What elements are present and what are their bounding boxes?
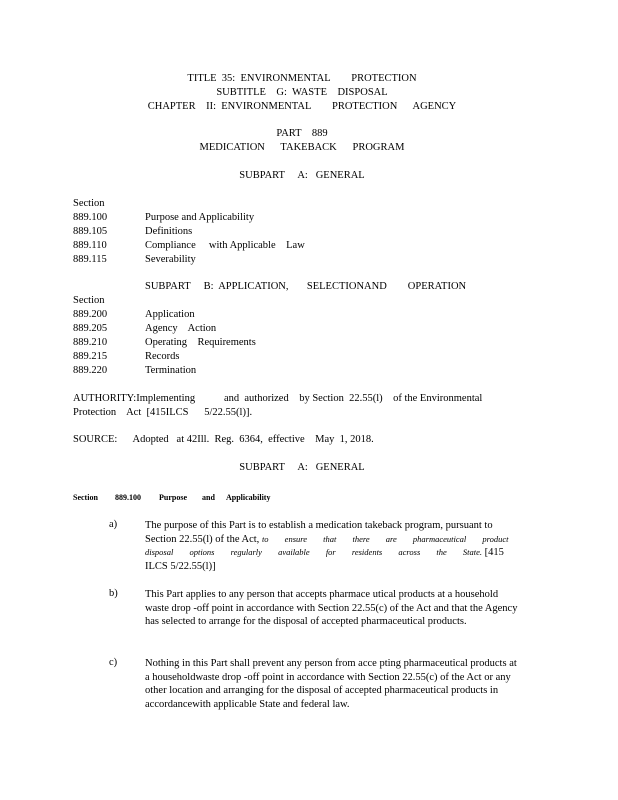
toc-row — [73, 365, 196, 376]
paragraph-a — [145, 519, 523, 573]
toc-row — [73, 323, 216, 334]
citation: [415 ILCS 5/22.55(l)] — [145, 547, 504, 572]
part-number: PART 889 — [276, 128, 328, 139]
toc-row — [73, 309, 195, 320]
toc-section-number: 889.215 — [73, 351, 108, 362]
source-note: SOURCE: Adopted at 42Ill. Reg. 6364, effective May 1, 2018. — [73, 434, 374, 445]
toc-section-number: 889.115 — [73, 254, 107, 265]
toc-row — [73, 337, 256, 348]
paragraph-marker: a) — [109, 519, 118, 530]
toc-section-title: Purpose and Applicability — [145, 212, 255, 223]
subpart-b-heading: SUBPART B: APPLICATION, SELECTIONAND OPERATION — [145, 281, 467, 292]
section-title-connector: and — [202, 493, 215, 502]
paragraph-marker: b) — [109, 588, 118, 599]
title-line: TITLE 35: ENVIRONMENTAL PROTECTION — [187, 73, 417, 84]
paragraph-marker: c) — [109, 657, 118, 668]
toc-section-number: 889.205 — [73, 323, 108, 334]
chapter-line: CHAPTER II: ENVIRONMENTAL PROTECTION AGENCY — [147, 101, 457, 112]
authority-line-2: Protection Act [415ILCS 5/22.55(l)]. — [73, 407, 253, 418]
paragraph-text: The purpose of this Part is to establish a medication takeback program, pursuant to Section 22.55(l) of the Act, — [145, 520, 493, 545]
toc-row — [73, 254, 196, 265]
paragraph-c: Nothing in this Part shall prevent any person from acce pting pharmaceutical products at a householdwaste drop -off point in accordance with Section 22.55(c) of the Act or any other location and arranging for the disposal of accepted pharmaceutical products in accordancewith applicable State and federal law. — [145, 658, 517, 710]
toc-section-title: Compliance with Applicable Law — [145, 240, 305, 251]
statutory-quote: to ensure that there are pharmaceutical product disposal options regularly available for residents across the State. — [145, 533, 509, 558]
toc-section-number: 889.200 — [73, 309, 108, 320]
toc-section-number: 889.220 — [73, 365, 108, 376]
subtitle-line: SUBTITLE G: WASTE DISPOSAL — [216, 87, 388, 98]
toc-section-title: Operating Requirements — [145, 337, 256, 348]
section-title-word: Applicability — [226, 493, 271, 502]
part-name: MEDICATION TAKEBACK PROGRAM — [199, 142, 405, 153]
toc-section-number: 889.110 — [73, 240, 107, 251]
section-number: 889.100 — [115, 493, 141, 502]
toc-a-section-label: Section — [73, 198, 105, 209]
toc-section-title: Definitions — [145, 226, 193, 237]
authority-line-1: AUTHORITY:Implementing and authorized by Section 22.55(l) of the Environmental — [73, 393, 483, 404]
toc-section-number: 889.100 — [73, 212, 108, 223]
toc-row — [73, 351, 179, 362]
toc-row — [73, 212, 254, 223]
toc-section-title: Records — [145, 351, 180, 362]
toc-section-number: 889.210 — [73, 337, 108, 348]
toc-section-title: Severability — [145, 254, 196, 265]
section-heading — [73, 493, 270, 502]
paragraph-b: This Part applies to any person that accepts pharmace utical products at a household waste drop -off point in accordance with Section 22.55(c) of the Act and that the Agency has selected to arrange for the disposal of accepted pharmaceutical products. — [145, 589, 518, 628]
toc-section-title: Application — [145, 309, 195, 320]
toc-row — [73, 226, 192, 237]
toc-section-title: Termination — [145, 365, 197, 376]
subpart-a-heading-repeat: SUBPART A: GENERAL — [239, 462, 365, 473]
toc-section-number: 889.105 — [73, 226, 108, 237]
subpart-a-heading: SUBPART A: GENERAL — [239, 170, 365, 181]
section-label: Section — [73, 493, 98, 502]
section-title-word: Purpose — [159, 493, 187, 502]
toc-row — [73, 240, 305, 251]
toc-section-title: Agency Action — [145, 323, 217, 334]
toc-b-section-label: Section — [73, 295, 105, 306]
